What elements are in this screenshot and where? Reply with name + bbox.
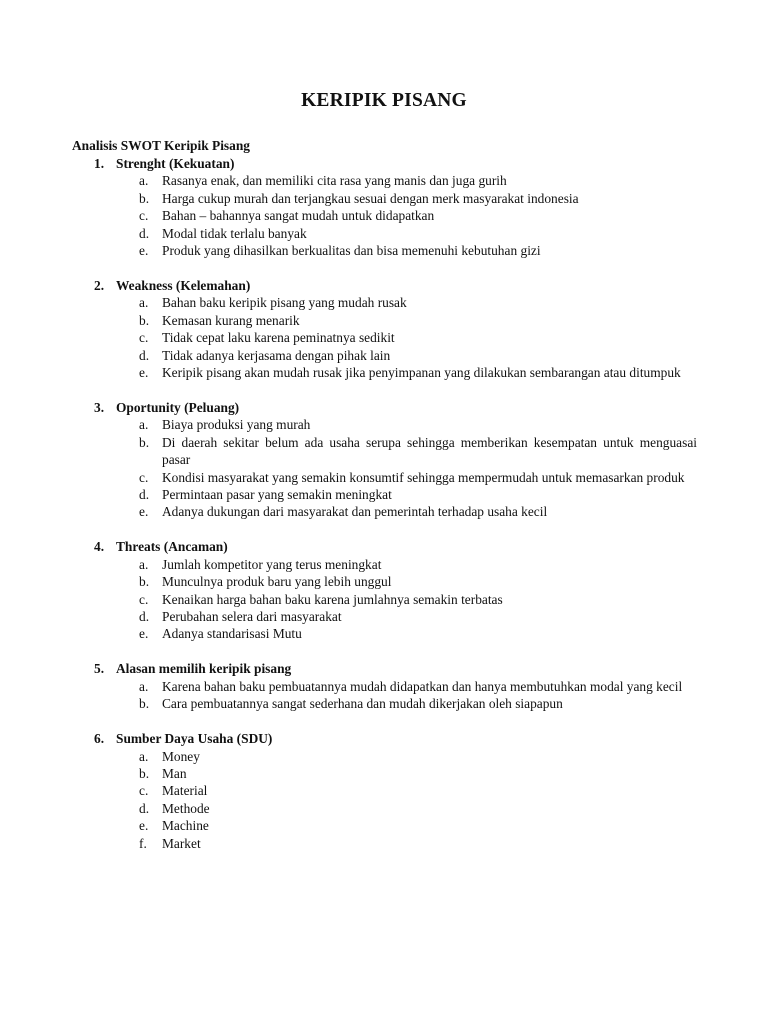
list-item-text: Tidak adanya kerjasama dengan pihak lain	[162, 347, 391, 363]
list-item-text: Kemasan kurang menarik	[162, 312, 300, 328]
swot-section	[0, 538, 768, 642]
list-item	[0, 591, 768, 608]
document-subtitle: Analisis SWOT Keripik Pisang	[72, 138, 250, 153]
list-item-letter: c.	[139, 208, 149, 224]
section-number: 5.	[94, 661, 105, 677]
list-item-text: Munculnya produk baru yang lebih unggul	[162, 574, 392, 590]
list-item-letter: d.	[139, 487, 150, 503]
swot-section	[0, 277, 768, 381]
list-item-letter: b.	[139, 434, 150, 450]
list-item-letter: b.	[139, 312, 150, 328]
list-item	[0, 242, 768, 259]
list-item-letter: d.	[139, 800, 150, 816]
list-item	[0, 503, 768, 520]
list-item-text: Material	[162, 783, 208, 799]
section-title: Oportunity (Peluang)	[116, 400, 240, 416]
swot-section	[0, 155, 768, 259]
section-number: 4.	[94, 539, 105, 555]
section-number: 6.	[94, 731, 105, 747]
list-item-letter: c.	[139, 591, 149, 607]
section-number: 1.	[94, 156, 105, 171]
list-item	[0, 608, 768, 625]
list-item	[0, 625, 768, 642]
list-item	[0, 294, 768, 311]
list-item-letter: e.	[139, 626, 149, 642]
swot-section	[0, 399, 768, 521]
list-item-text: Adanya dukungan dari masyarakat dan pemerintah terhadap usaha kecil	[162, 504, 548, 520]
list-item-text: Biaya produksi yang murah	[162, 417, 311, 433]
list-item-text: Machine	[162, 818, 209, 834]
list-item-letter: b.	[139, 696, 150, 712]
list-item-letter: f.	[139, 835, 147, 851]
list-item-letter: a.	[139, 295, 149, 311]
list-item-letter: a.	[139, 417, 149, 433]
list-item-text: Adanya standarisasi Mutu	[162, 626, 302, 642]
list-item-text: Modal tidak terlalu banyak	[162, 225, 307, 241]
list-item-text: Karena bahan baku pembuatannya mudah didapatkan dan hanya membutuhkan modal yang kecil	[162, 678, 683, 694]
section-title: Threats (Ancaman)	[116, 539, 228, 555]
list-item-text: Bahan – bahannya sangat mudah untuk didapatkan	[162, 208, 435, 224]
section-heading	[0, 660, 768, 677]
list-item	[0, 329, 768, 346]
list-item-letter: e.	[139, 243, 149, 259]
list-item-text: Methode	[162, 800, 210, 816]
list-item-text: Di daerah sekitar belum ada usaha serupa sehingga memberikan kesempatan untuk menguasai pasar	[162, 434, 697, 468]
list-item-text: Kenaikan harga bahan baku karena jumlahnya semakin terbatas	[162, 591, 503, 607]
list-item-text: Kondisi masyarakat yang semakin konsumtif sehingga mempermudah untuk memasarkan produk	[162, 469, 685, 485]
list-item-letter: d.	[139, 609, 150, 625]
swot-section	[0, 730, 768, 852]
section-number: 3.	[94, 400, 105, 416]
list-item-letter: e.	[139, 818, 149, 834]
section-title: Sumber Daya Usaha (SDU)	[116, 731, 273, 747]
document-title: KERIPIK PISANG	[301, 90, 467, 111]
list-item	[0, 800, 768, 817]
list-item-text: Cara pembuatannya sangat sederhana dan mudah dikerjakan oleh siapapun	[162, 696, 563, 712]
sections-list	[0, 155, 768, 870]
list-item-text: Jumlah kompetitor yang terus meningkat	[162, 556, 382, 572]
list-item	[0, 190, 768, 207]
list-item-text: Market	[162, 835, 201, 851]
section-heading	[0, 538, 768, 555]
list-item-letter: e.	[139, 504, 149, 520]
list-item-text: Man	[162, 766, 187, 782]
list-item	[0, 835, 768, 852]
list-item-letter: a.	[139, 173, 149, 189]
list-item	[0, 312, 768, 329]
section-title: Alasan memilih keripik pisang	[116, 661, 292, 677]
list-item-text: Permintaan pasar yang semakin meningkat	[162, 487, 392, 503]
list-item-letter: c.	[139, 783, 149, 799]
list-item	[0, 573, 768, 590]
section-title: Weakness (Kelemahan)	[116, 278, 251, 294]
section-heading	[0, 730, 768, 747]
section-heading	[0, 399, 768, 416]
list-item	[0, 695, 768, 712]
list-item-text: Bahan baku keripik pisang yang mudah rusak	[162, 295, 407, 311]
list-item	[0, 556, 768, 573]
section-number: 2.	[94, 278, 105, 294]
list-item	[0, 347, 768, 364]
list-item	[0, 207, 768, 224]
list-item-text: Money	[162, 748, 200, 764]
list-item-letter: b.	[139, 190, 150, 206]
list-item	[0, 765, 768, 782]
list-item	[0, 486, 768, 503]
list-item-text: Rasanya enak, dan memiliki cita rasa yang manis dan juga gurih	[162, 173, 507, 189]
list-item	[0, 434, 768, 469]
list-item	[0, 782, 768, 799]
list-item-letter: d.	[139, 347, 150, 363]
section-heading	[0, 277, 768, 294]
list-item-letter: a.	[139, 556, 149, 572]
list-item-letter: a.	[139, 678, 149, 694]
list-item-letter: b.	[139, 766, 150, 782]
list-item	[0, 172, 768, 189]
list-item-letter: d.	[139, 225, 150, 241]
list-item-letter: b.	[139, 574, 150, 590]
list-item-letter: c.	[139, 469, 149, 485]
section-heading	[0, 155, 768, 172]
list-item-text: Produk yang dihasilkan berkualitas dan bisa memenuhi kebutuhan gizi	[162, 243, 541, 259]
list-item	[0, 817, 768, 834]
list-item-text: Keripik pisang akan mudah rusak jika penyimpanan yang dilakukan sembarangan atau ditumpuk	[162, 365, 681, 381]
section-title: Strenght (Kekuatan)	[116, 156, 235, 171]
list-item	[0, 469, 768, 486]
list-item	[0, 678, 768, 695]
list-item	[0, 748, 768, 765]
swot-section	[0, 660, 768, 712]
list-item-letter: c.	[139, 330, 149, 346]
list-item	[0, 225, 768, 242]
list-item-letter: e.	[139, 365, 149, 381]
list-item-text: Perubahan selera dari masyarakat	[162, 609, 342, 625]
list-item-text: Tidak cepat laku karena peminatnya sedikit	[162, 330, 395, 346]
list-item-text: Harga cukup murah dan terjangkau sesuai dengan merk masyarakat indonesia	[162, 190, 579, 206]
list-item-letter: a.	[139, 748, 149, 764]
list-item	[0, 416, 768, 433]
list-item	[0, 364, 768, 381]
